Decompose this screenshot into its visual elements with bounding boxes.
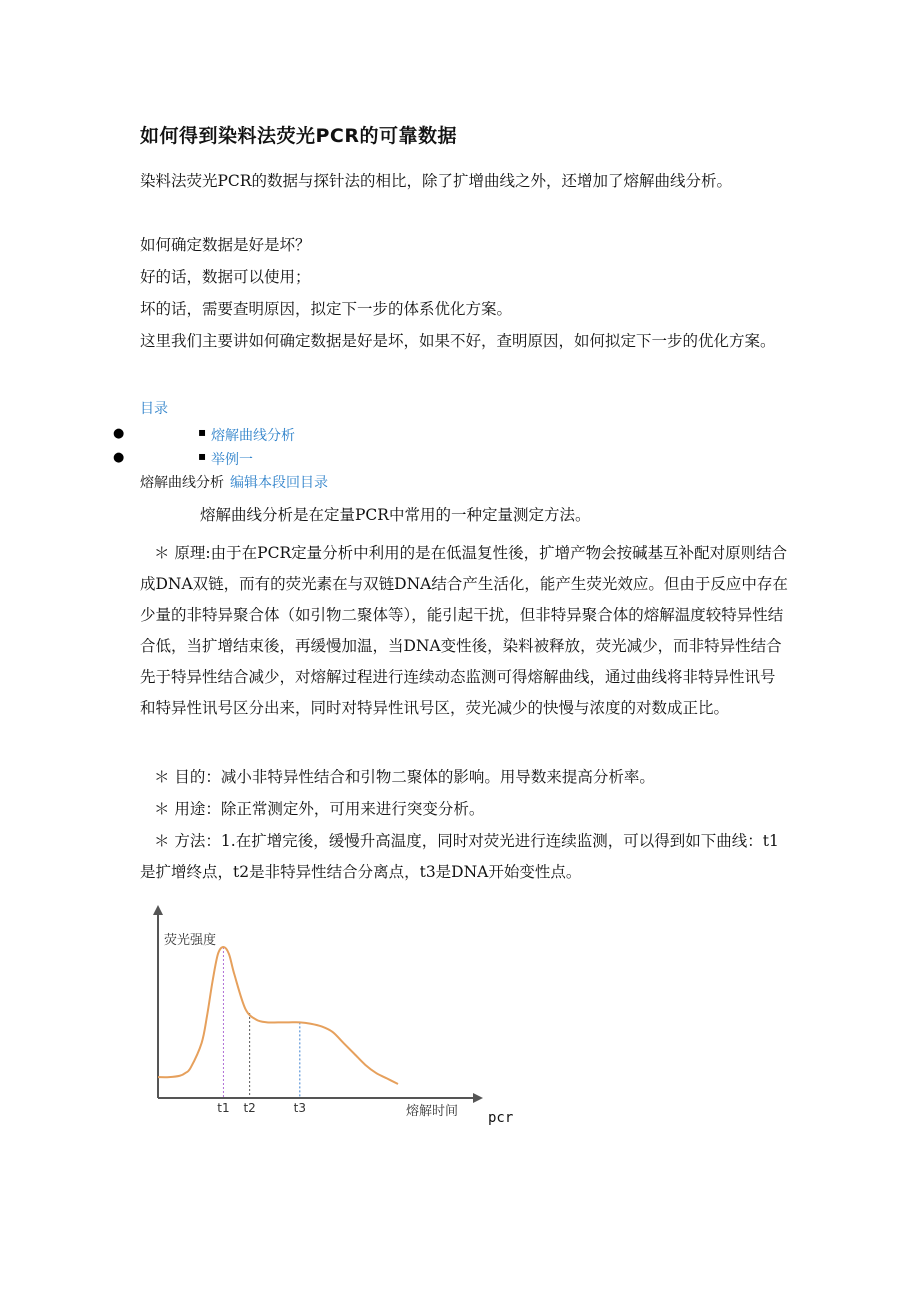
chart-plot-layer xyxy=(158,947,398,1115)
x-axis-label: 熔解时间 xyxy=(406,1104,459,1119)
section-lead: 熔解曲线分析是在定量PCR中常用的一种定量测定方法。 xyxy=(200,506,591,524)
section-heading-row xyxy=(140,472,328,492)
principle-paragraph: ＊ 原理:由于在PCR定量分析中利用的是在低温复性後，扩增产物会按碱基互补配对原则结合成DNA双链，而有的荧光素在与双链DNA结合产生活化，能产生荧光效应。但由于反应中存在少量的非特异聚合体（如引物二聚体等），能引起干扰，但非特异聚合体的熔解温度较特异性结合低，当扩增结束後，再缓慢加温，当DNA变性後，染料被释放，荧光减少，而非特异性结合先于特异性结合减少，对熔解过程进行连续动态监测可得熔解曲线，通过曲线将非特异性讯号和特异性讯号区分出来，同时对特异性讯号区，荧光减少的快慢与浓度的对数成正比。 xyxy=(140,544,788,717)
melt-curve-chart xyxy=(140,895,500,1120)
tick-label-t1: t1 xyxy=(217,1101,230,1115)
method-paragraph: ＊ 方法：1.在扩增完後，缓慢升高温度，同时对荧光进行连续监测，可以得到如下曲线：t1是扩增终点，t2是非特异性结合分离点，t3是DNA开始变性点。 xyxy=(140,832,779,881)
bullet-icon: ● xyxy=(113,450,125,465)
intro-paragraph: 染料法荧光PCR的数据与探针法的相比，除了扩增曲线之外，还增加了熔解曲线分析。 xyxy=(140,172,732,190)
toc-title[interactable]: 目录 xyxy=(140,401,168,417)
melt-curve-line xyxy=(158,947,398,1084)
intro-question: 如何确定数据是好是坏？ xyxy=(140,236,311,254)
tick-label-t2: t2 xyxy=(243,1101,256,1115)
toc-item xyxy=(0,449,600,473)
figure-caption: pcr xyxy=(488,1110,514,1126)
x-axis-arrow-icon xyxy=(473,1093,483,1103)
toc-item xyxy=(0,425,600,449)
section-heading: 熔解曲线分析 xyxy=(140,475,224,491)
toc-link-melt-curve[interactable]: 熔解曲线分析 xyxy=(211,428,295,444)
intro-bad: 坏的话，需要查明原因，拟定下一步的体系优化方案。 xyxy=(140,300,513,318)
y-axis-arrow-icon xyxy=(153,905,163,915)
edit-section-link[interactable]: 编辑本段回目录 xyxy=(230,475,328,491)
sub-bullet-icon: ▪ xyxy=(198,425,207,439)
toc-link-example-one[interactable]: 举例一 xyxy=(211,452,253,468)
intro-good: 好的话，数据可以使用； xyxy=(140,268,311,286)
purpose-paragraph: ＊ 目的：减小非特异性结合和引物二聚体的影响。用导数来提高分析率。 xyxy=(154,768,655,786)
intro-summary: 这里我们主要讲如何确定数据是好是坏，如果不好，查明原因，如何拟定下一步的优化方案。 xyxy=(140,332,776,350)
bullet-icon: ● xyxy=(113,426,125,441)
sub-bullet-icon: ▪ xyxy=(198,449,207,463)
y-axis-label: 荧光强度 xyxy=(164,933,217,948)
page-title: 如何得到染料法荧光PCR的可靠数据 xyxy=(140,125,458,147)
usage-paragraph: ＊ 用途：除正常测定外，可用来进行突变分析。 xyxy=(154,800,485,818)
tick-label-t3: t3 xyxy=(293,1101,306,1115)
